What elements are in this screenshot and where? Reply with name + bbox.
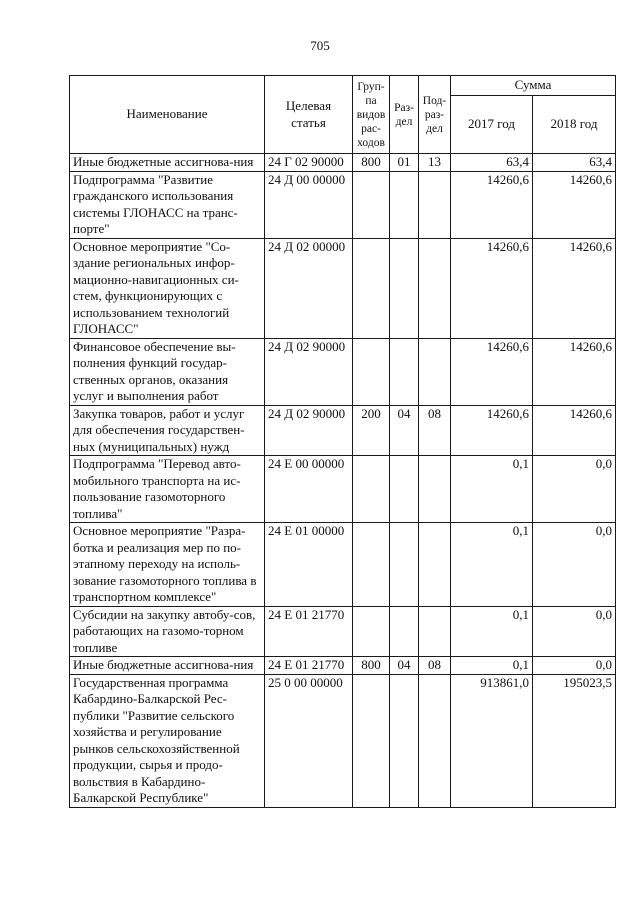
header-group: Груп-па видов рас-ходов: [353, 76, 390, 154]
row-subsection: 13: [419, 154, 451, 172]
table-row: [70, 606, 616, 657]
row-article: 24 Е 01 21770: [265, 657, 353, 675]
row-section: [390, 456, 419, 523]
row-subsection: [419, 456, 451, 523]
table-row: [70, 523, 616, 607]
row-sum-2018: 0,0: [533, 606, 616, 657]
row-name: Государственная программа Кабардино-Балкарской Рес-публики "Развитие сельского хозяйства и регулирование рынков сельскохозяйственной продукции, сырья и продо-вольствия в Кабардино-Балкарской Республике": [70, 674, 265, 807]
row-section: [390, 338, 419, 405]
row-section: 01: [390, 154, 419, 172]
row-article: 25 0 00 00000: [265, 674, 353, 807]
row-sum-2018: 0,0: [533, 523, 616, 607]
table-body: [70, 154, 616, 808]
table-row: [70, 674, 616, 807]
row-group: [353, 606, 390, 657]
row-subsection: [419, 171, 451, 238]
row-group: 800: [353, 154, 390, 172]
row-group: 200: [353, 405, 390, 456]
row-section: [390, 523, 419, 607]
row-section: [390, 238, 419, 338]
row-name: Подпрограмма "Развитие гражданского использования системы ГЛОНАСС на транс-порте": [70, 171, 265, 238]
row-article: 24 Д 02 90000: [265, 338, 353, 405]
row-section: [390, 171, 419, 238]
row-sum-2017: 14260,6: [451, 338, 533, 405]
row-name: Субсидии на закупку автобу-сов, работающих на газомо-торном топливе: [70, 606, 265, 657]
row-group: [353, 238, 390, 338]
row-sum-2018: 14260,6: [533, 405, 616, 456]
table-row: [70, 456, 616, 523]
row-sum-2017: 14260,6: [451, 171, 533, 238]
row-section: 04: [390, 657, 419, 675]
row-sum-2017: 0,1: [451, 657, 533, 675]
budget-table: [69, 75, 616, 808]
row-subsection: [419, 238, 451, 338]
header-section: Раз-дел: [390, 76, 419, 154]
row-name: Финансовое обеспечение вы-полнения функций государ-ственных органов, оказания услуг и выполнения работ: [70, 338, 265, 405]
table-row: [70, 154, 616, 172]
header-sum: Сумма: [451, 76, 616, 96]
row-sum-2017: 0,1: [451, 606, 533, 657]
row-article: 24 Е 01 21770: [265, 606, 353, 657]
header-article: Целевая статья: [265, 76, 353, 154]
row-group: [353, 523, 390, 607]
table-row: [70, 238, 616, 338]
row-group: [353, 338, 390, 405]
row-sum-2017: 0,1: [451, 523, 533, 607]
row-article: 24 Е 01 00000: [265, 523, 353, 607]
row-sum-2017: 0,1: [451, 456, 533, 523]
row-article: 24 Д 02 90000: [265, 405, 353, 456]
row-subsection: 08: [419, 657, 451, 675]
row-sum-2018: 0,0: [533, 657, 616, 675]
row-name: Иные бюджетные ассигнова-ния: [70, 657, 265, 675]
header-year-2018: 2018 год: [533, 96, 616, 154]
row-name: Закупка товаров, работ и услуг для обеспечения государствен-ных (муниципальных) нужд: [70, 405, 265, 456]
table-row: [70, 405, 616, 456]
row-sum-2018: 14260,6: [533, 171, 616, 238]
row-group: 800: [353, 657, 390, 675]
header-name: Наименование: [70, 76, 265, 154]
row-sum-2018: 14260,6: [533, 238, 616, 338]
row-group: [353, 171, 390, 238]
row-article: 24 Д 00 00000: [265, 171, 353, 238]
row-article: 24 Е 00 00000: [265, 456, 353, 523]
row-name: Иные бюджетные ассигнова-ния: [70, 154, 265, 172]
row-sum-2017: 14260,6: [451, 405, 533, 456]
row-subsection: [419, 338, 451, 405]
row-section: [390, 674, 419, 807]
header-year-2017: 2017 год: [451, 96, 533, 154]
row-group: [353, 674, 390, 807]
row-article: 24 Г 02 90000: [265, 154, 353, 172]
row-sum-2017: 913861,0: [451, 674, 533, 807]
row-sum-2017: 14260,6: [451, 238, 533, 338]
row-subsection: [419, 674, 451, 807]
table-row: [70, 657, 616, 675]
row-section: 04: [390, 405, 419, 456]
row-subsection: [419, 523, 451, 607]
page-number: 705: [310, 38, 330, 53]
row-name: Основное мероприятие "Разра-ботка и реализация мер по по-этапному переходу на исполь-зование газомоторного топлива в транспортном комплексе": [70, 523, 265, 607]
row-sum-2018: 0,0: [533, 456, 616, 523]
row-sum-2017: 63,4: [451, 154, 533, 172]
row-sum-2018: 63,4: [533, 154, 616, 172]
header-subsection: Под-раз-дел: [419, 76, 451, 154]
row-subsection: 08: [419, 405, 451, 456]
row-name: Подпрограмма "Перевод авто-мобильного транспорта на ис-пользование газомоторного топлива": [70, 456, 265, 523]
row-subsection: [419, 606, 451, 657]
row-name: Основное мероприятие "Со-здание региональных инфор-мационно-навигационных си-стем, функционирующих с использованием технологий ГЛОНАСС": [70, 238, 265, 338]
row-sum-2018: 14260,6: [533, 338, 616, 405]
row-article: 24 Д 02 00000: [265, 238, 353, 338]
row-group: [353, 456, 390, 523]
table-row: [70, 171, 616, 238]
row-sum-2018: 195023,5: [533, 674, 616, 807]
row-section: [390, 606, 419, 657]
table-row: [70, 338, 616, 405]
